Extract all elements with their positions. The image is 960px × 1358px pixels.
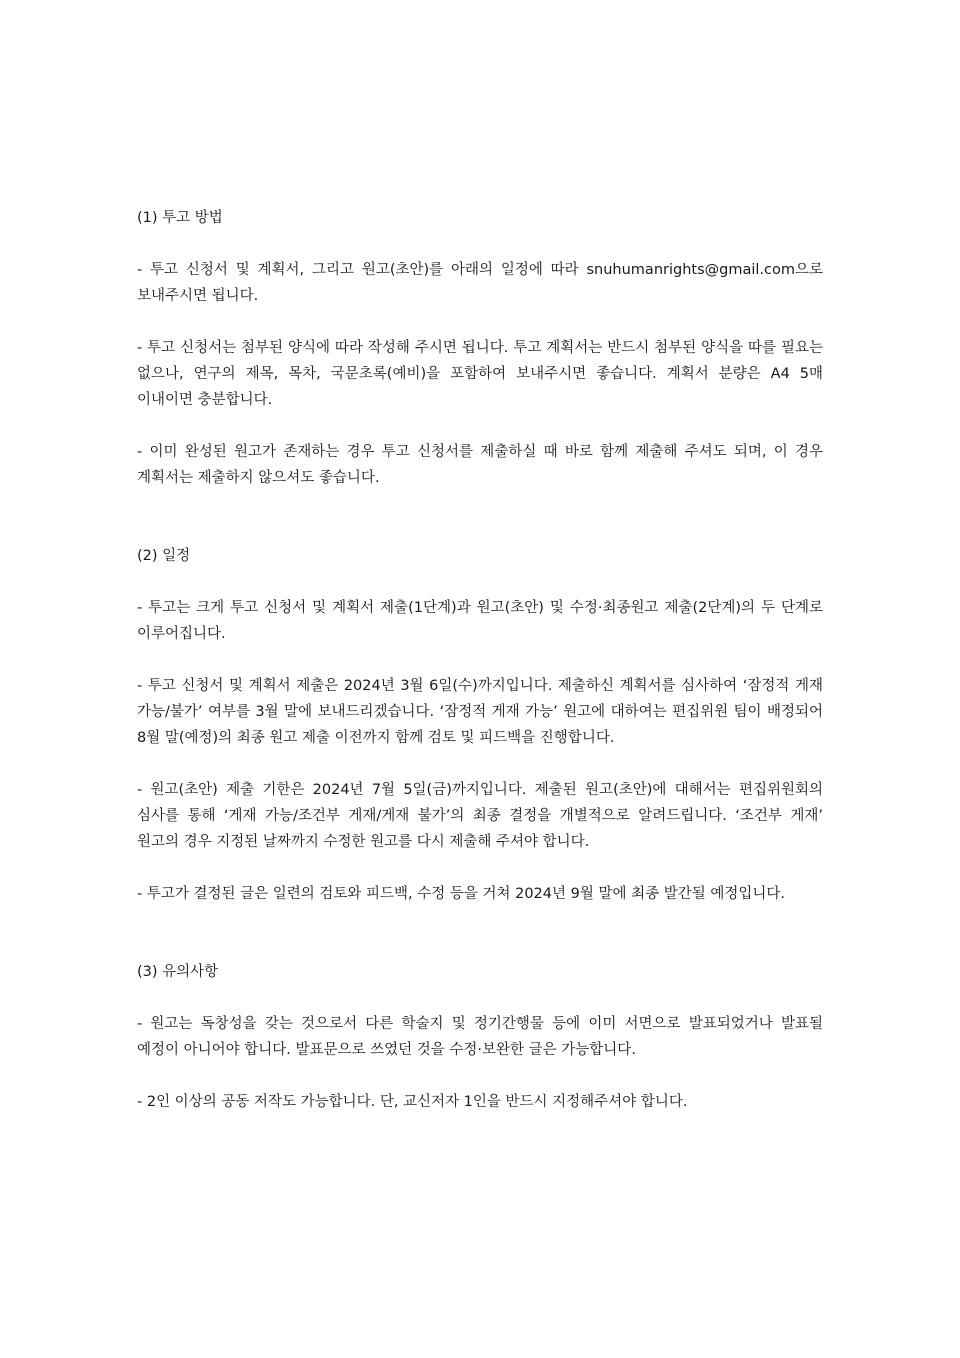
- section-heading: (2) 일정: [137, 548, 191, 564]
- paragraph: - 투고 신청서는 첨부된 양식에 따라 작성해 주시면 됩니다. 투고 계획서는 반드시 첨부된 양식을 따를 필요는 없으나, 연구의 제목, 목차, 국문초록(예비)을 포함하여 보내주시면 좋습니다. 계획서 분량은 A4 5매 이내이면 충분합니다.: [137, 340, 823, 408]
- document-body: [137, 205, 823, 1115]
- paragraph: - 이미 완성된 원고가 존재하는 경우 투고 신청서를 제출하실 때 바로 함께 제출해 주셔도 되며, 이 경우 계획서는 제출하지 않으셔도 좋습니다.: [137, 444, 823, 486]
- section-notes: [137, 959, 823, 1115]
- paragraph: - 2인 이상의 공동 저작도 가능합니다. 단, 교신저자 1인을 반드시 지정해주셔야 합니다.: [137, 1094, 688, 1110]
- paragraph: - 원고(초안) 제출 기한은 2024년 7월 5일(금)까지입니다. 제출된 원고(초안)에 대해서는 편집위원회의 심사를 통해 ‘게재 가능/조건부 게재/게재 불가’의 최종 결정을 개별적으로 알려드립니다. ‘조건부 게재’ 원고의 경우 지정된 날짜까지 수정한 원고를 다시 제출해 주셔야 합니다.: [137, 782, 823, 850]
- paragraph: - 원고는 독창성을 갖는 것으로서 다른 학술지 및 정기간행물 등에 이미 서면으로 발표되었거나 발표될 예정이 아니어야 합니다. 발표문으로 쓰였던 것을 수정·보완한 글은 가능합니다.: [137, 1016, 823, 1058]
- paragraph: - 투고 신청서 및 계획서, 그리고 원고(초안)를 아래의 일정에 따라 snuhumanrights@gmail.com으로 보내주시면 됩니다.: [137, 262, 823, 304]
- section-submission-method: [137, 205, 823, 491]
- section-heading: (1) 투고 방법: [137, 210, 223, 226]
- paragraph: - 투고는 크게 투고 신청서 및 계획서 제출(1단계)과 원고(초안) 및 수정·최종원고 제출(2단계)의 두 단계로 이루어집니다.: [137, 600, 823, 642]
- section-schedule: [137, 543, 823, 907]
- section-heading: (3) 유의사항: [137, 964, 219, 980]
- paragraph: - 투고 신청서 및 계획서 제출은 2024년 3월 6일(수)까지입니다. 제출하신 계획서를 심사하여 ‘잠정적 게재 가능/불가’ 여부를 3월 말에 보내드리겠습니다. ‘잠정적 게재 가능’ 원고에 대하여는 편집위원 팀이 배정되어 8월 말(예정)의 최종 원고 제출 이전까지 함께 검토 및 피드백을 진행합니다.: [137, 678, 823, 746]
- paragraph: - 투고가 결정된 글은 일련의 검토와 피드백, 수정 등을 거쳐 2024년 9월 말에 최종 발간될 예정입니다.: [137, 886, 785, 902]
